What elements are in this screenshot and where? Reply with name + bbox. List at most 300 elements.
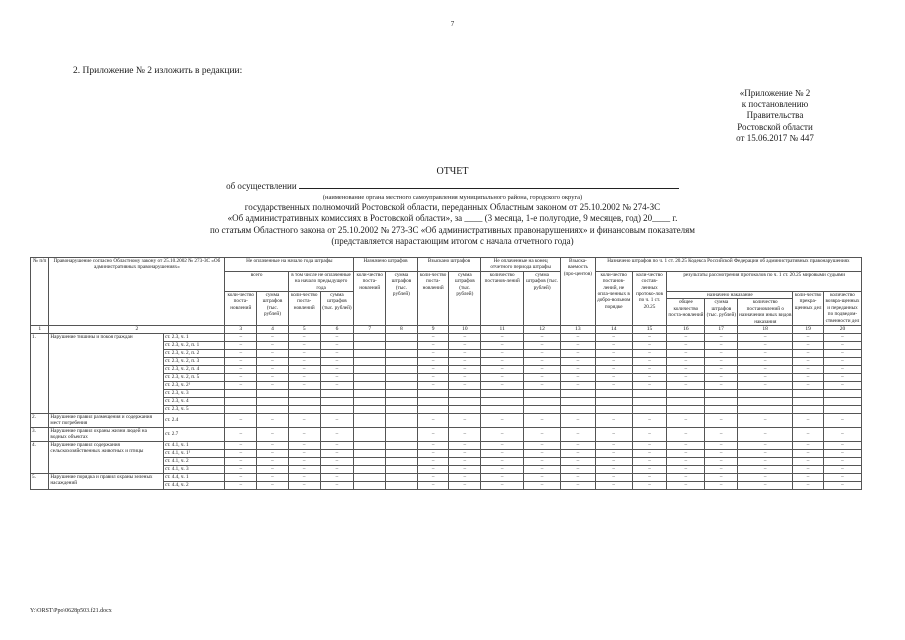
data-cell[interactable]: – <box>288 441 320 449</box>
data-cell[interactable] <box>595 398 632 406</box>
data-cell[interactable]: – <box>595 342 632 350</box>
data-cell[interactable]: – <box>561 334 596 342</box>
data-cell[interactable]: – <box>524 382 561 390</box>
data-cell[interactable]: – <box>705 358 738 366</box>
data-cell[interactable]: – <box>705 350 738 358</box>
data-cell[interactable] <box>354 334 386 342</box>
data-cell[interactable]: – <box>823 457 861 465</box>
data-cell[interactable] <box>667 390 705 398</box>
data-cell[interactable]: – <box>449 441 481 449</box>
data-cell[interactable]: – <box>595 374 632 382</box>
data-cell[interactable] <box>288 390 320 398</box>
data-cell[interactable]: – <box>417 342 449 350</box>
data-cell[interactable]: – <box>481 350 524 358</box>
data-cell[interactable]: – <box>225 414 257 428</box>
data-cell[interactable]: – <box>257 342 289 350</box>
data-cell[interactable]: – <box>320 481 354 489</box>
data-cell[interactable]: – <box>417 366 449 374</box>
data-cell[interactable]: – <box>823 382 861 390</box>
data-cell[interactable]: – <box>561 441 596 449</box>
data-cell[interactable]: – <box>823 414 861 428</box>
data-cell[interactable] <box>386 414 418 428</box>
data-cell[interactable] <box>288 398 320 406</box>
data-cell[interactable]: – <box>595 334 632 342</box>
data-cell[interactable]: – <box>417 441 449 449</box>
data-cell[interactable] <box>386 358 418 366</box>
data-cell[interactable]: – <box>667 342 705 350</box>
data-cell[interactable]: – <box>632 457 667 465</box>
data-cell[interactable]: – <box>561 449 596 457</box>
data-cell[interactable]: – <box>417 465 449 473</box>
data-cell[interactable]: – <box>524 334 561 342</box>
data-cell[interactable] <box>354 382 386 390</box>
data-cell[interactable]: – <box>738 342 793 350</box>
data-cell[interactable]: – <box>793 441 824 449</box>
data-cell[interactable]: – <box>595 382 632 390</box>
data-cell[interactable] <box>225 398 257 406</box>
data-cell[interactable]: – <box>524 427 561 441</box>
data-cell[interactable]: – <box>595 449 632 457</box>
data-cell[interactable]: – <box>823 374 861 382</box>
data-cell[interactable]: – <box>257 473 289 481</box>
data-cell[interactable]: – <box>449 342 481 350</box>
data-cell[interactable]: – <box>823 350 861 358</box>
data-cell[interactable]: – <box>524 342 561 350</box>
data-cell[interactable]: – <box>449 334 481 342</box>
data-cell[interactable]: – <box>288 414 320 428</box>
data-cell[interactable] <box>354 366 386 374</box>
data-cell[interactable]: – <box>417 457 449 465</box>
data-cell[interactable] <box>823 390 861 398</box>
data-cell[interactable]: – <box>225 350 257 358</box>
data-cell[interactable]: – <box>823 342 861 350</box>
data-cell[interactable]: – <box>524 358 561 366</box>
data-cell[interactable]: – <box>288 449 320 457</box>
data-cell[interactable] <box>354 374 386 382</box>
data-cell[interactable]: – <box>632 449 667 457</box>
data-cell[interactable]: – <box>257 481 289 489</box>
data-cell[interactable]: – <box>793 350 824 358</box>
data-cell[interactable]: – <box>667 358 705 366</box>
data-cell[interactable]: – <box>320 334 354 342</box>
data-cell[interactable]: – <box>417 481 449 489</box>
data-cell[interactable]: – <box>449 481 481 489</box>
data-cell[interactable] <box>738 398 793 406</box>
data-cell[interactable]: – <box>288 427 320 441</box>
data-cell[interactable]: – <box>561 382 596 390</box>
data-cell[interactable]: – <box>257 427 289 441</box>
data-cell[interactable]: – <box>320 374 354 382</box>
data-cell[interactable]: – <box>288 334 320 342</box>
data-cell[interactable] <box>386 350 418 358</box>
data-cell[interactable]: – <box>667 427 705 441</box>
data-cell[interactable]: – <box>225 441 257 449</box>
data-cell[interactable] <box>225 390 257 398</box>
data-cell[interactable]: – <box>225 334 257 342</box>
data-cell[interactable]: – <box>288 366 320 374</box>
data-cell[interactable]: – <box>288 342 320 350</box>
data-cell[interactable]: – <box>524 481 561 489</box>
data-cell[interactable]: – <box>705 382 738 390</box>
data-cell[interactable]: – <box>632 441 667 449</box>
data-cell[interactable]: – <box>225 449 257 457</box>
data-cell[interactable]: – <box>417 473 449 481</box>
data-cell[interactable]: – <box>632 374 667 382</box>
data-cell[interactable]: – <box>288 481 320 489</box>
data-cell[interactable]: – <box>288 457 320 465</box>
data-cell[interactable]: – <box>793 374 824 382</box>
data-cell[interactable]: – <box>449 414 481 428</box>
data-cell[interactable]: – <box>225 465 257 473</box>
data-cell[interactable]: – <box>705 441 738 449</box>
data-cell[interactable] <box>632 398 667 406</box>
data-cell[interactable]: – <box>667 382 705 390</box>
data-cell[interactable]: – <box>632 350 667 358</box>
data-cell[interactable]: – <box>225 342 257 350</box>
data-cell[interactable]: – <box>632 465 667 473</box>
data-cell[interactable]: – <box>823 449 861 457</box>
data-cell[interactable]: – <box>738 374 793 382</box>
organ-name-field[interactable] <box>299 179 679 189</box>
data-cell[interactable]: – <box>705 334 738 342</box>
data-cell[interactable]: – <box>561 366 596 374</box>
data-cell[interactable]: – <box>288 473 320 481</box>
data-cell[interactable]: – <box>561 358 596 366</box>
data-cell[interactable]: – <box>257 449 289 457</box>
data-cell[interactable]: – <box>738 465 793 473</box>
data-cell[interactable]: – <box>793 457 824 465</box>
data-cell[interactable]: – <box>705 342 738 350</box>
data-cell[interactable] <box>705 398 738 406</box>
data-cell[interactable]: – <box>793 465 824 473</box>
data-cell[interactable]: – <box>481 457 524 465</box>
data-cell[interactable] <box>386 374 418 382</box>
data-cell[interactable] <box>354 342 386 350</box>
data-cell[interactable]: – <box>524 441 561 449</box>
data-cell[interactable]: – <box>705 473 738 481</box>
data-cell[interactable]: – <box>225 382 257 390</box>
data-cell[interactable] <box>386 465 418 473</box>
data-cell[interactable] <box>354 406 386 414</box>
data-cell[interactable]: – <box>449 366 481 374</box>
data-cell[interactable] <box>225 406 257 414</box>
data-cell[interactable]: – <box>288 358 320 366</box>
data-cell[interactable]: – <box>417 449 449 457</box>
data-cell[interactable]: – <box>481 342 524 350</box>
data-cell[interactable]: – <box>738 334 793 342</box>
data-cell[interactable]: – <box>793 358 824 366</box>
data-cell[interactable] <box>793 406 824 414</box>
data-cell[interactable]: – <box>449 374 481 382</box>
data-cell[interactable]: – <box>595 366 632 374</box>
data-cell[interactable]: – <box>667 366 705 374</box>
data-cell[interactable]: – <box>320 465 354 473</box>
data-cell[interactable]: – <box>257 382 289 390</box>
data-cell[interactable] <box>561 390 596 398</box>
data-cell[interactable]: – <box>738 473 793 481</box>
data-cell[interactable]: – <box>524 374 561 382</box>
data-cell[interactable]: – <box>705 414 738 428</box>
data-cell[interactable]: – <box>524 473 561 481</box>
data-cell[interactable]: – <box>561 465 596 473</box>
data-cell[interactable]: – <box>481 427 524 441</box>
data-cell[interactable] <box>386 382 418 390</box>
data-cell[interactable]: – <box>481 334 524 342</box>
data-cell[interactable]: – <box>632 382 667 390</box>
data-cell[interactable] <box>595 406 632 414</box>
data-cell[interactable] <box>449 398 481 406</box>
data-cell[interactable]: – <box>738 449 793 457</box>
data-cell[interactable]: – <box>667 414 705 428</box>
data-cell[interactable]: – <box>257 358 289 366</box>
data-cell[interactable]: – <box>524 457 561 465</box>
data-cell[interactable] <box>823 406 861 414</box>
data-cell[interactable] <box>257 390 289 398</box>
data-cell[interactable] <box>561 406 596 414</box>
data-cell[interactable]: – <box>632 334 667 342</box>
data-cell[interactable] <box>738 390 793 398</box>
data-cell[interactable]: – <box>632 427 667 441</box>
data-cell[interactable]: – <box>595 481 632 489</box>
data-cell[interactable]: – <box>561 350 596 358</box>
data-cell[interactable] <box>738 406 793 414</box>
data-cell[interactable]: – <box>738 382 793 390</box>
data-cell[interactable] <box>386 398 418 406</box>
data-cell[interactable] <box>705 406 738 414</box>
data-cell[interactable]: – <box>449 473 481 481</box>
data-cell[interactable]: – <box>449 350 481 358</box>
data-cell[interactable] <box>793 390 824 398</box>
data-cell[interactable]: – <box>417 358 449 366</box>
data-cell[interactable] <box>320 390 354 398</box>
data-cell[interactable]: – <box>320 366 354 374</box>
data-cell[interactable]: – <box>705 374 738 382</box>
data-cell[interactable]: – <box>705 457 738 465</box>
data-cell[interactable]: – <box>667 449 705 457</box>
data-cell[interactable] <box>632 390 667 398</box>
data-cell[interactable]: – <box>481 473 524 481</box>
data-cell[interactable]: – <box>225 374 257 382</box>
data-cell[interactable] <box>354 390 386 398</box>
data-cell[interactable]: – <box>705 465 738 473</box>
data-cell[interactable]: – <box>738 358 793 366</box>
data-cell[interactable]: – <box>793 449 824 457</box>
data-cell[interactable] <box>417 406 449 414</box>
data-cell[interactable]: – <box>793 473 824 481</box>
data-cell[interactable]: – <box>481 382 524 390</box>
data-cell[interactable]: – <box>320 350 354 358</box>
data-cell[interactable] <box>257 406 289 414</box>
data-cell[interactable]: – <box>449 382 481 390</box>
data-cell[interactable] <box>417 398 449 406</box>
data-cell[interactable]: – <box>524 414 561 428</box>
data-cell[interactable]: – <box>705 449 738 457</box>
data-cell[interactable]: – <box>524 465 561 473</box>
data-cell[interactable]: – <box>561 457 596 465</box>
data-cell[interactable]: – <box>667 465 705 473</box>
data-cell[interactable]: – <box>595 457 632 465</box>
data-cell[interactable] <box>386 441 418 449</box>
data-cell[interactable]: – <box>823 427 861 441</box>
data-cell[interactable]: – <box>595 465 632 473</box>
data-cell[interactable]: – <box>225 427 257 441</box>
data-cell[interactable]: – <box>738 427 793 441</box>
data-cell[interactable]: – <box>667 457 705 465</box>
data-cell[interactable] <box>524 406 561 414</box>
data-cell[interactable]: – <box>632 473 667 481</box>
data-cell[interactable]: – <box>417 382 449 390</box>
data-cell[interactable]: – <box>595 427 632 441</box>
data-cell[interactable] <box>354 465 386 473</box>
data-cell[interactable]: – <box>417 334 449 342</box>
data-cell[interactable]: – <box>417 414 449 428</box>
data-cell[interactable]: – <box>823 441 861 449</box>
data-cell[interactable]: – <box>449 457 481 465</box>
data-cell[interactable] <box>354 473 386 481</box>
data-cell[interactable] <box>481 390 524 398</box>
data-cell[interactable]: – <box>449 358 481 366</box>
data-cell[interactable] <box>667 398 705 406</box>
data-cell[interactable]: – <box>481 414 524 428</box>
data-cell[interactable]: – <box>524 350 561 358</box>
data-cell[interactable]: – <box>288 374 320 382</box>
data-cell[interactable] <box>354 481 386 489</box>
data-cell[interactable]: – <box>561 481 596 489</box>
data-cell[interactable] <box>667 406 705 414</box>
data-cell[interactable]: – <box>288 350 320 358</box>
data-cell[interactable]: – <box>561 427 596 441</box>
data-cell[interactable]: – <box>793 481 824 489</box>
data-cell[interactable] <box>561 398 596 406</box>
data-cell[interactable]: – <box>738 457 793 465</box>
data-cell[interactable] <box>449 406 481 414</box>
data-cell[interactable]: – <box>823 465 861 473</box>
data-cell[interactable] <box>354 358 386 366</box>
data-cell[interactable]: – <box>225 481 257 489</box>
data-cell[interactable]: – <box>288 382 320 390</box>
data-cell[interactable]: – <box>705 481 738 489</box>
data-cell[interactable] <box>481 406 524 414</box>
data-cell[interactable]: – <box>225 457 257 465</box>
data-cell[interactable]: – <box>595 473 632 481</box>
data-cell[interactable] <box>524 398 561 406</box>
data-cell[interactable] <box>823 398 861 406</box>
data-cell[interactable] <box>386 449 418 457</box>
data-cell[interactable]: – <box>320 449 354 457</box>
data-cell[interactable]: – <box>449 449 481 457</box>
data-cell[interactable]: – <box>823 366 861 374</box>
data-cell[interactable]: – <box>257 441 289 449</box>
data-cell[interactable]: – <box>417 427 449 441</box>
data-cell[interactable]: – <box>481 358 524 366</box>
data-cell[interactable]: – <box>257 374 289 382</box>
data-cell[interactable]: – <box>667 334 705 342</box>
data-cell[interactable]: – <box>524 449 561 457</box>
data-cell[interactable]: – <box>793 342 824 350</box>
data-cell[interactable]: – <box>793 366 824 374</box>
data-cell[interactable]: – <box>738 350 793 358</box>
data-cell[interactable]: – <box>632 342 667 350</box>
data-cell[interactable] <box>524 390 561 398</box>
data-cell[interactable]: – <box>257 366 289 374</box>
data-cell[interactable] <box>386 406 418 414</box>
data-cell[interactable] <box>386 390 418 398</box>
data-cell[interactable]: – <box>481 441 524 449</box>
data-cell[interactable]: – <box>481 374 524 382</box>
data-cell[interactable]: – <box>257 465 289 473</box>
data-cell[interactable]: – <box>667 374 705 382</box>
data-cell[interactable] <box>632 406 667 414</box>
data-cell[interactable] <box>386 334 418 342</box>
data-cell[interactable] <box>417 390 449 398</box>
data-cell[interactable]: – <box>738 366 793 374</box>
data-cell[interactable]: – <box>667 441 705 449</box>
data-cell[interactable] <box>354 427 386 441</box>
data-cell[interactable]: – <box>320 441 354 449</box>
data-cell[interactable]: – <box>320 382 354 390</box>
data-cell[interactable] <box>257 398 289 406</box>
data-cell[interactable]: – <box>793 382 824 390</box>
data-cell[interactable]: – <box>288 465 320 473</box>
data-cell[interactable]: – <box>561 374 596 382</box>
data-cell[interactable] <box>793 398 824 406</box>
data-cell[interactable] <box>705 390 738 398</box>
data-cell[interactable]: – <box>320 473 354 481</box>
data-cell[interactable]: – <box>257 457 289 465</box>
data-cell[interactable] <box>481 398 524 406</box>
data-cell[interactable] <box>386 366 418 374</box>
data-cell[interactable]: – <box>449 465 481 473</box>
data-cell[interactable] <box>386 457 418 465</box>
data-cell[interactable]: – <box>793 414 824 428</box>
data-cell[interactable]: – <box>320 427 354 441</box>
data-cell[interactable] <box>320 398 354 406</box>
data-cell[interactable]: – <box>823 334 861 342</box>
data-cell[interactable]: – <box>705 366 738 374</box>
data-cell[interactable]: – <box>632 366 667 374</box>
data-cell[interactable] <box>595 390 632 398</box>
data-cell[interactable]: – <box>225 473 257 481</box>
data-cell[interactable]: – <box>595 414 632 428</box>
data-cell[interactable]: – <box>481 481 524 489</box>
data-cell[interactable]: – <box>632 414 667 428</box>
data-cell[interactable] <box>320 406 354 414</box>
data-cell[interactable]: – <box>320 414 354 428</box>
data-cell[interactable]: – <box>823 481 861 489</box>
data-cell[interactable]: – <box>561 414 596 428</box>
data-cell[interactable]: – <box>823 358 861 366</box>
data-cell[interactable] <box>386 481 418 489</box>
data-cell[interactable]: – <box>667 473 705 481</box>
data-cell[interactable] <box>354 449 386 457</box>
data-cell[interactable]: – <box>257 414 289 428</box>
data-cell[interactable] <box>386 427 418 441</box>
data-cell[interactable]: – <box>225 366 257 374</box>
data-cell[interactable]: – <box>667 350 705 358</box>
data-cell[interactable]: – <box>738 481 793 489</box>
data-cell[interactable]: – <box>417 374 449 382</box>
data-cell[interactable]: – <box>667 481 705 489</box>
data-cell[interactable]: – <box>793 427 824 441</box>
data-cell[interactable]: – <box>257 350 289 358</box>
data-cell[interactable]: – <box>320 358 354 366</box>
data-cell[interactable] <box>354 398 386 406</box>
data-cell[interactable] <box>354 350 386 358</box>
data-cell[interactable]: – <box>595 358 632 366</box>
data-cell[interactable]: – <box>632 358 667 366</box>
data-cell[interactable] <box>354 457 386 465</box>
data-cell[interactable]: – <box>481 465 524 473</box>
